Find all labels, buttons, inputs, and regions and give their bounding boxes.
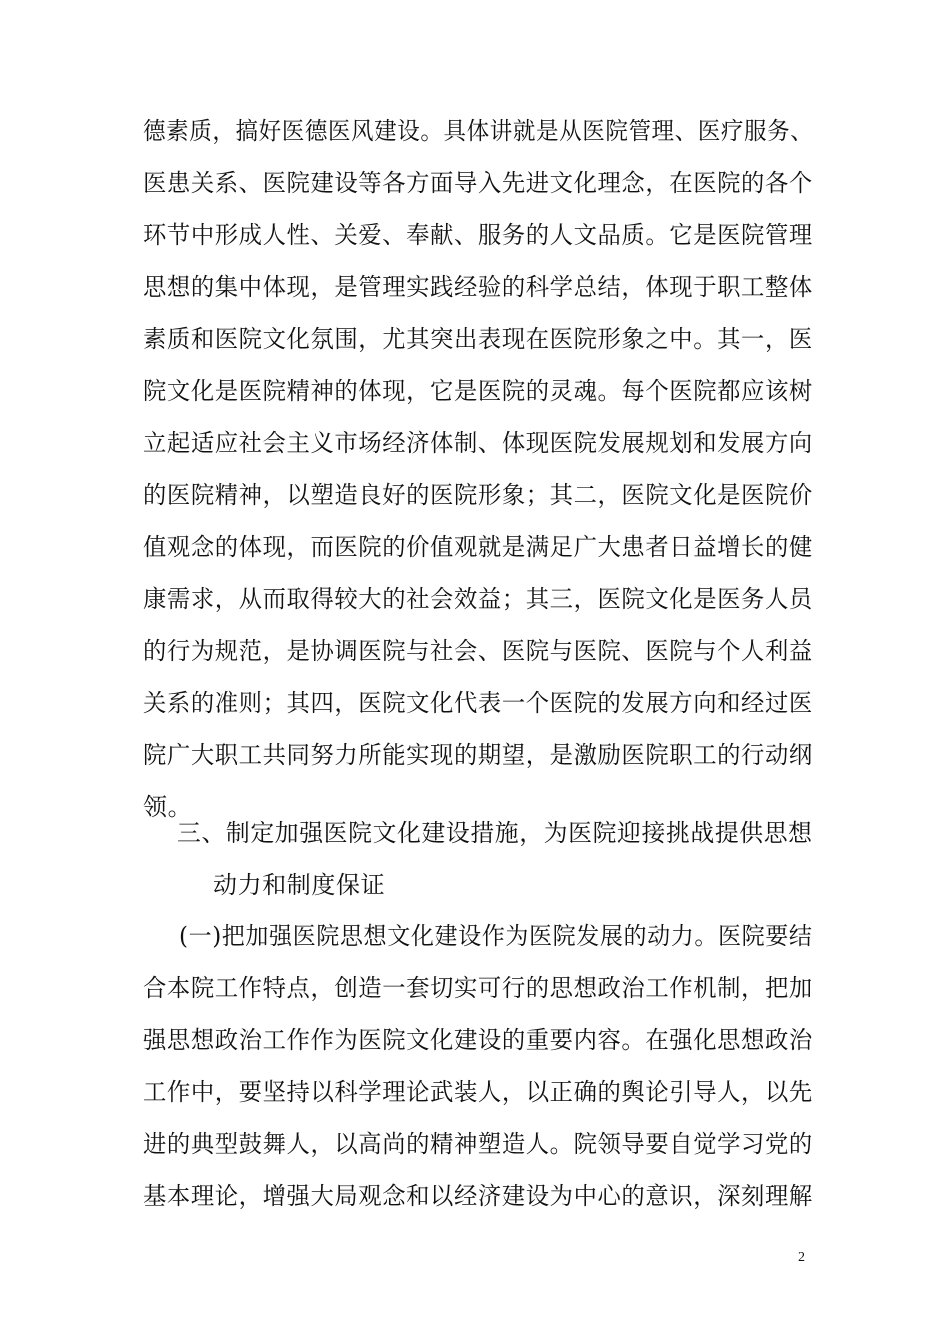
text-line: (一)把加强医院思想文化建设作为医院发展的动力。医院要结	[179, 922, 813, 950]
text-line: 思想的集中体现，是管理实践经验的科学总结，体现于职工整体	[143, 273, 813, 301]
text-line: 素质和医院文化氛围，尤其突出表现在医院形象之中。其一，医	[143, 325, 813, 353]
text-line: 合本院工作特点，创造一套切实可行的思想政治工作机制，把加	[143, 974, 813, 1002]
text-line: 院文化是医院精神的体现，它是医院的灵魂。每个医院都应该树	[143, 377, 813, 405]
text-line: 进的典型鼓舞人，以高尚的精神塑造人。院领导要自觉学习党的	[143, 1130, 813, 1158]
text-line: 的行为规范，是协调医院与社会、医院与医院、医院与个人利益	[143, 637, 813, 665]
text-line: 关系的准则；其四，医院文化代表一个医院的发展方向和经过医	[143, 689, 813, 717]
text-line: 领。	[143, 793, 193, 821]
text-line: 强思想政治工作作为医院文化建设的重要内容。在强化思想政治	[143, 1026, 813, 1054]
text-line: 基本理论，增强大局观念和以经济建设为中心的意识，深刻理解	[143, 1182, 813, 1210]
page-number: 2	[798, 1250, 805, 1265]
heading-line: 动力和制度保证	[213, 871, 386, 899]
text-line: 的医院精神，以塑造良好的医院形象；其二，医院文化是医院价	[143, 481, 813, 509]
text-line: 德素质，搞好医德医风建设。具体讲就是从医院管理、医疗服务、	[143, 117, 814, 145]
text-line: 医患关系、医院建设等各方面导入先进文化理念，在医院的各个	[143, 169, 813, 197]
text-line: 立起适应社会主义市场经济体制、体现医院发展规划和发展方向	[143, 429, 813, 457]
text-line: 工作中，要坚持以科学理论武装人，以正确的舆论引导人，以先	[143, 1078, 813, 1106]
text-line: 院广大职工共同努力所能实现的期望，是激励医院职工的行动纲	[143, 741, 813, 769]
text-line: 值观念的体现，而医院的价值观就是满足广大患者日益增长的健	[143, 533, 813, 561]
heading-line: 三、制定加强医院文化建设措施，为医院迎接挑战提供思想	[177, 819, 813, 847]
text-line: 环节中形成人性、关爱、奉献、服务的人文品质。它是医院管理	[143, 221, 813, 249]
text-line: 康需求，从而取得较大的社会效益；其三，医院文化是医务人员	[143, 585, 813, 613]
